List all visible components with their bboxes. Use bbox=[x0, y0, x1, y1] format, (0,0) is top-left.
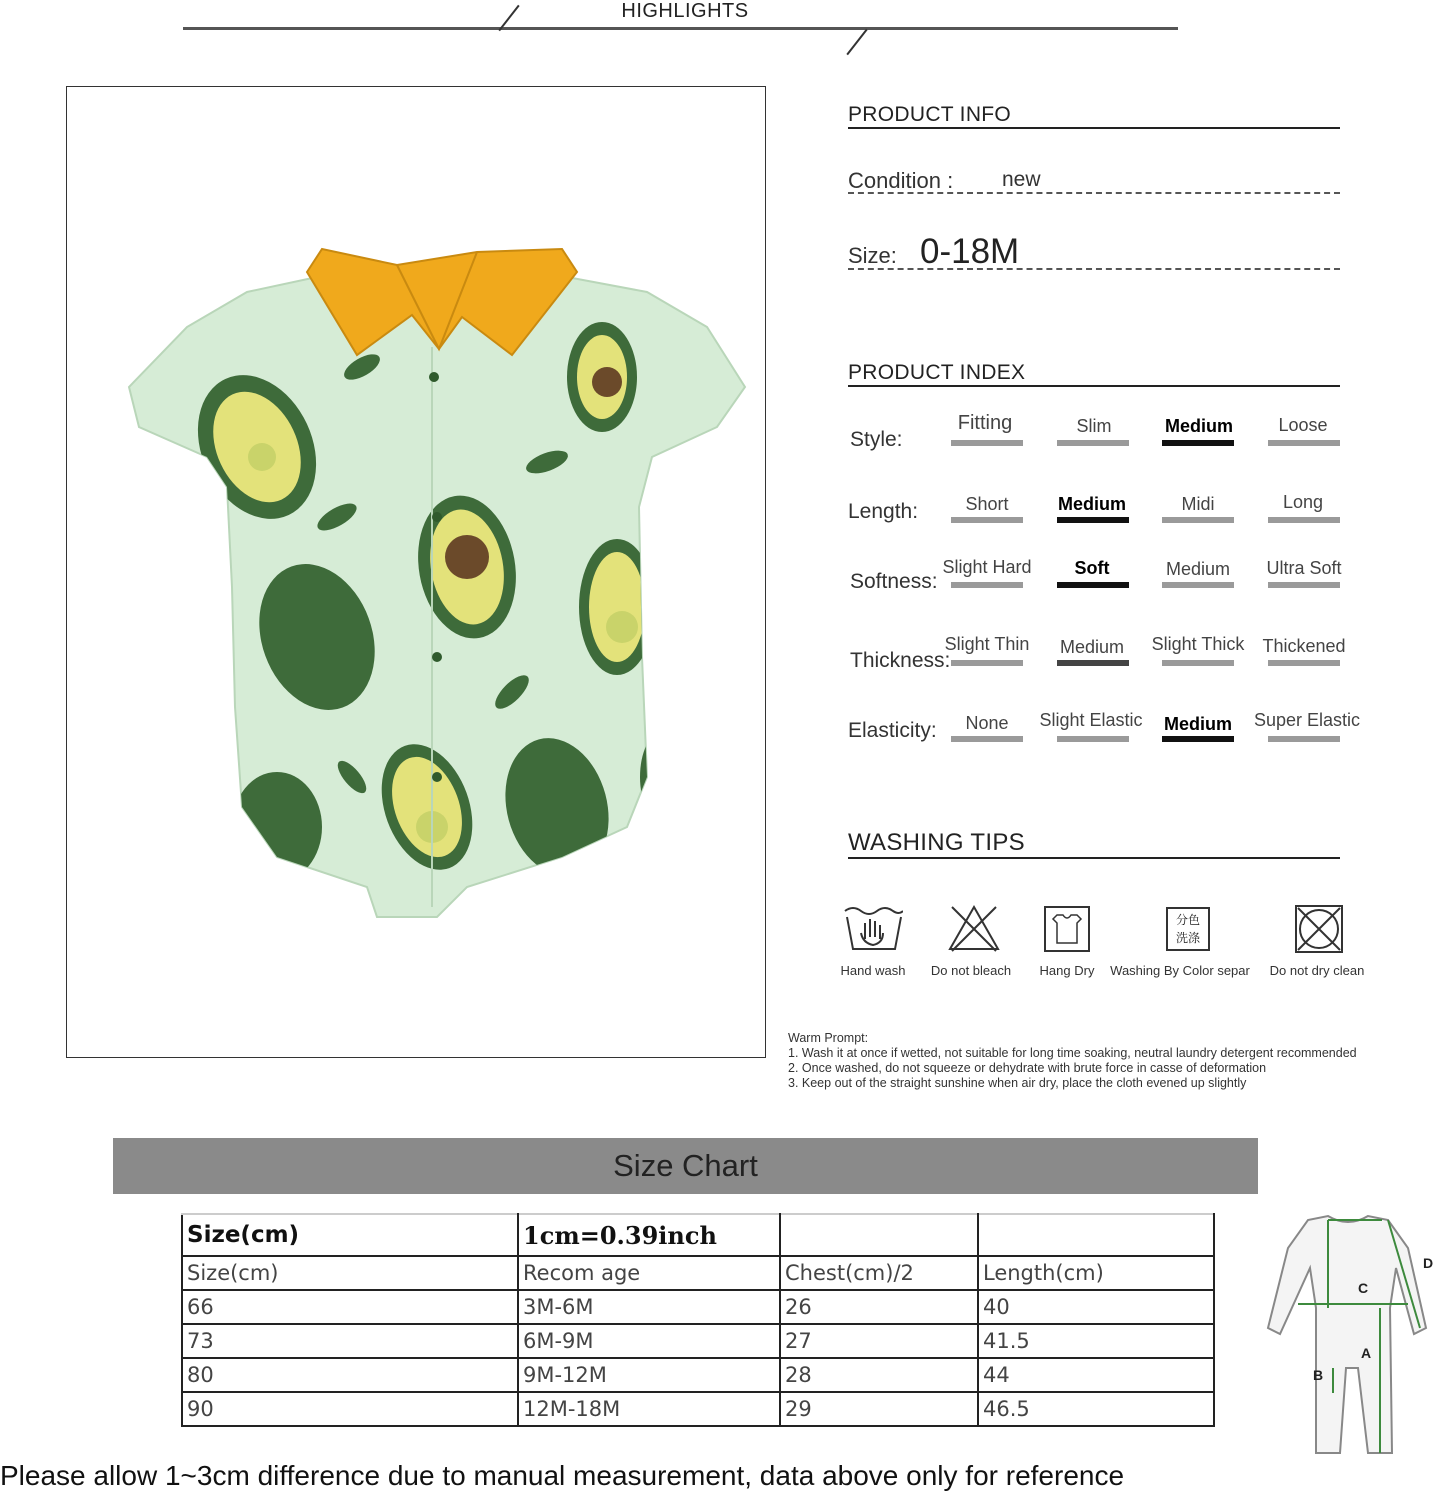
table-cell: 40 bbox=[978, 1290, 1214, 1324]
length-bar-medium-selected bbox=[1057, 517, 1129, 523]
softness-bar-slight-hard bbox=[951, 582, 1023, 588]
header-rule bbox=[183, 27, 1178, 30]
wash-by-color-icon bbox=[1160, 903, 1220, 953]
table-row bbox=[182, 1324, 1214, 1358]
softness-bar-ultra-soft bbox=[1268, 582, 1340, 588]
size-dashline bbox=[848, 268, 1340, 270]
table-header-cell: Recom age bbox=[518, 1256, 780, 1290]
table-cell: 1cm=0.39inch bbox=[518, 1214, 780, 1256]
length-option-short: Short bbox=[965, 494, 1009, 514]
softness-option-medium: Medium bbox=[1165, 559, 1231, 579]
avocado-romper-image bbox=[67, 87, 765, 1057]
diagram-letter-c: C bbox=[1358, 1280, 1369, 1296]
table-header-row bbox=[182, 1256, 1214, 1290]
size-chart-table bbox=[181, 1213, 1215, 1427]
table-row bbox=[182, 1290, 1214, 1324]
length-option-midi: Midi bbox=[1181, 494, 1215, 514]
diagram-letter-b: B bbox=[1313, 1367, 1324, 1383]
table-row bbox=[182, 1392, 1214, 1426]
style-option-medium: Medium bbox=[1164, 416, 1233, 436]
thickness-bar-medium-selected bbox=[1057, 660, 1129, 666]
table-cell: 6M-9M bbox=[518, 1324, 780, 1358]
warm-prompt-title: Warm Prompt: bbox=[788, 1031, 869, 1045]
style-option-fitting: Fitting bbox=[957, 412, 1013, 434]
elasticity-bar-none bbox=[951, 736, 1023, 742]
hang-dry-icon bbox=[1037, 903, 1097, 953]
elasticity-bar-medium-selected bbox=[1162, 736, 1234, 742]
hand-wash-icon bbox=[843, 903, 903, 953]
table-cell: 29 bbox=[780, 1392, 978, 1426]
elasticity-option-super-elastic: Super Elastic bbox=[1253, 710, 1361, 730]
condition-dashline bbox=[848, 192, 1340, 194]
measurement-footnote: Please allow 1~3cm difference due to manual measurement, data above only for reference bbox=[0, 1460, 1125, 1491]
hand-wash-label: Hand wash bbox=[840, 963, 906, 978]
softness-option-ultra-soft: Ultra Soft bbox=[1266, 558, 1342, 578]
style-option-slim: Slim bbox=[1076, 416, 1112, 436]
elasticity-bar-super-elastic bbox=[1268, 736, 1340, 742]
measurement-diagram bbox=[1258, 1208, 1438, 1463]
table-header-cell: Length(cm) bbox=[978, 1256, 1214, 1290]
product-info-rule bbox=[848, 127, 1340, 129]
table-cell: 12M-18M bbox=[518, 1392, 780, 1426]
wash-by-color-label: Washing By Color separ bbox=[1110, 963, 1250, 978]
wash-by-color-glyph-bottom: 洗涤 bbox=[1175, 931, 1200, 945]
product-index-rule bbox=[848, 385, 1340, 387]
table-cell: Size(cm) bbox=[182, 1214, 518, 1256]
table-cell: 41.5 bbox=[978, 1324, 1214, 1358]
table-cell: 26 bbox=[780, 1290, 978, 1324]
style-option-loose: Loose bbox=[1278, 415, 1328, 435]
thickness-bar-thickened bbox=[1268, 660, 1340, 666]
table-cell: 80 bbox=[182, 1358, 518, 1392]
highlights-title: HIGHLIGHTS bbox=[621, 0, 749, 22]
table-cell: 28 bbox=[780, 1358, 978, 1392]
style-bar-slim bbox=[1057, 440, 1129, 446]
table-header-cell: Size(cm) bbox=[182, 1256, 518, 1290]
elasticity-bar-slight-elastic bbox=[1057, 736, 1129, 742]
size-chart-title: Size Chart bbox=[613, 1148, 758, 1183]
softness-option-soft: Soft bbox=[1074, 558, 1110, 578]
index-row-label-elasticity: Elasticity: bbox=[848, 719, 937, 742]
warm-prompt-line-2: 2. Once washed, do not squeeze or dehydrate with brute force in casse of deformation bbox=[788, 1061, 1267, 1075]
thickness-option-slight-thick: Slight Thick bbox=[1151, 634, 1245, 654]
condition-label: Condition : bbox=[848, 168, 954, 193]
product-info-title: PRODUCT INFO bbox=[848, 103, 1012, 126]
thickness-option-thickened: Thickened bbox=[1262, 636, 1346, 656]
index-row-label-length: Length: bbox=[848, 500, 919, 523]
table-row bbox=[182, 1358, 1214, 1392]
index-row-label-softness: Softness: bbox=[850, 570, 938, 593]
product-image-frame bbox=[66, 86, 766, 1058]
size-label: Size: bbox=[848, 243, 897, 268]
do-not-dry-clean-icon bbox=[1290, 903, 1350, 953]
do-not-bleach-icon bbox=[944, 903, 1004, 953]
size-value: 0-18M bbox=[920, 232, 1020, 271]
diagram-letter-d: D bbox=[1423, 1255, 1434, 1271]
warm-prompt-line-3: 3. Keep out of the straight sunshine when air dry, place the cloth evened up slightly bbox=[788, 1076, 1247, 1090]
elasticity-option-medium: Medium bbox=[1163, 714, 1232, 734]
table-cell: 73 bbox=[182, 1324, 518, 1358]
thickness-option-slight-thin: Slight Thin bbox=[944, 634, 1030, 654]
table-cell: 66 bbox=[182, 1290, 518, 1324]
table-cell: 46.5 bbox=[978, 1392, 1214, 1426]
hang-dry-label: Hang Dry bbox=[1039, 963, 1095, 978]
table-row-top bbox=[182, 1214, 1214, 1256]
elasticity-option-slight-elastic: Slight Elastic bbox=[1039, 710, 1143, 730]
product-index-title: PRODUCT INDEX bbox=[848, 361, 1026, 384]
diagram-letter-a: A bbox=[1361, 1345, 1372, 1361]
softness-bar-soft-selected bbox=[1057, 582, 1129, 588]
table-cell: 27 bbox=[780, 1324, 978, 1358]
elasticity-option-none: None bbox=[965, 713, 1009, 733]
washing-tips-rule bbox=[848, 857, 1340, 859]
washing-tips-title: WASHING TIPS bbox=[848, 829, 1025, 856]
length-option-medium: Medium bbox=[1057, 494, 1126, 514]
table-cell: 9M-12M bbox=[518, 1358, 780, 1392]
length-bar-short bbox=[951, 517, 1023, 523]
length-bar-long bbox=[1268, 517, 1340, 523]
condition-value: new bbox=[1002, 168, 1041, 191]
length-option-long: Long bbox=[1282, 492, 1324, 512]
length-bar-midi bbox=[1162, 517, 1234, 523]
index-row-label-style: Style: bbox=[850, 428, 903, 451]
table-cell: 3M-6M bbox=[518, 1290, 780, 1324]
index-row-label-thickness: Thickness: bbox=[850, 649, 951, 672]
table-cell: 90 bbox=[182, 1392, 518, 1426]
wash-by-color-glyph-top: 分色 bbox=[1175, 913, 1200, 927]
do-not-bleach-label: Do not bleach bbox=[930, 963, 1012, 978]
thickness-bar-slight-thick bbox=[1162, 660, 1234, 666]
do-not-dry-clean-label: Do not dry clean bbox=[1269, 963, 1365, 978]
thickness-option-medium: Medium bbox=[1059, 637, 1125, 657]
table-cell bbox=[978, 1214, 1214, 1256]
table-cell: 44 bbox=[978, 1358, 1214, 1392]
style-bar-fitting bbox=[951, 440, 1023, 446]
softness-option-slight-hard: Slight Hard bbox=[942, 557, 1032, 577]
warm-prompt-line-1: 1. Wash it at once if wetted, not suitable for long time soaking, neutral laundry detergent recommended bbox=[788, 1046, 1357, 1060]
style-bar-loose bbox=[1268, 440, 1340, 446]
thickness-bar-slight-thin bbox=[951, 660, 1023, 666]
style-bar-medium-selected bbox=[1162, 440, 1234, 446]
table-header-cell: Chest(cm)/2 bbox=[780, 1256, 978, 1290]
softness-bar-medium bbox=[1162, 582, 1234, 588]
table-cell bbox=[780, 1214, 978, 1256]
header-slash-right bbox=[846, 29, 867, 55]
